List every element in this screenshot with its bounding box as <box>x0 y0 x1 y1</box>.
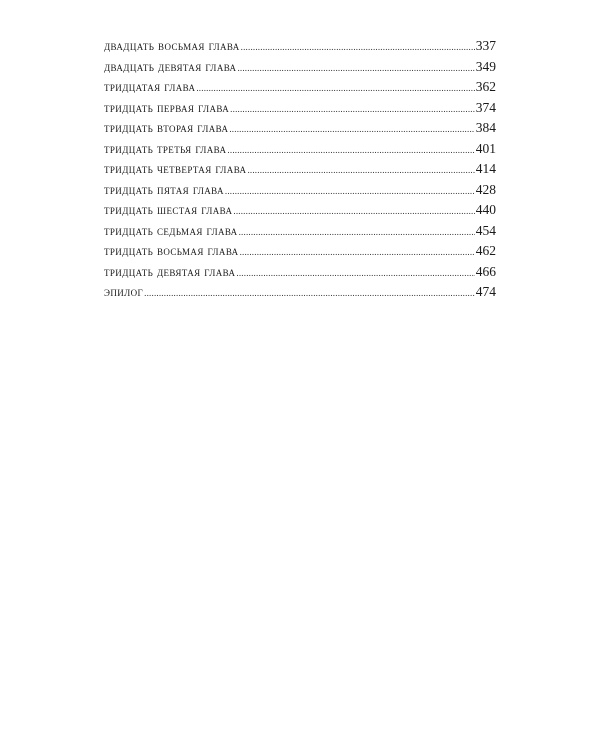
toc-dot-leader <box>225 181 475 202</box>
toc-entry <box>104 36 496 57</box>
toc-dot-leader <box>241 37 475 58</box>
toc-entry-title: тридцатая глава <box>104 79 196 94</box>
toc-dot-leader <box>227 140 474 161</box>
toc-entry <box>104 221 496 242</box>
toc-entry-title: двадцать восьмая глава <box>104 38 240 53</box>
toc-entry-title: тридцать шестая глава <box>104 202 233 217</box>
toc-entry-title: двадцать девятая глава <box>104 58 237 74</box>
toc-entry-page: 401 <box>475 140 496 156</box>
toc-entry <box>104 200 496 221</box>
toc-dot-leader <box>236 263 474 284</box>
toc-entry <box>104 139 496 160</box>
toc-entry-page: 349 <box>475 58 496 74</box>
toc-dot-leader <box>247 160 474 181</box>
toc-dot-leader <box>239 222 475 243</box>
toc-dot-leader <box>233 201 474 222</box>
toc-entry-page: 374 <box>475 99 496 115</box>
toc-entry <box>104 77 496 98</box>
toc-dot-leader <box>144 283 475 304</box>
toc-entry-page: 462 <box>475 243 496 258</box>
toc-entry <box>104 282 496 303</box>
toc-entry <box>104 98 496 119</box>
toc-dot-leader <box>196 78 474 99</box>
table-of-contents <box>104 36 496 303</box>
toc-dot-leader <box>229 119 474 140</box>
toc-entry-title: тридцать девятая глава <box>104 263 236 279</box>
toc-entry <box>104 241 496 262</box>
toc-entry-page: 474 <box>475 284 496 299</box>
toc-dot-leader <box>237 58 474 79</box>
toc-entry <box>104 180 496 201</box>
toc-dot-leader <box>230 99 475 120</box>
toc-entry-page: 440 <box>475 202 496 217</box>
toc-entry-title: тридцать четвертая глава <box>104 161 247 176</box>
toc-entry-page: 337 <box>475 38 496 53</box>
toc-entry-page: 362 <box>475 79 496 94</box>
toc-entry-page: 428 <box>475 181 496 197</box>
toc-entry <box>104 57 496 78</box>
toc-entry <box>104 118 496 139</box>
toc-entry-title: тридцать восьмая глава <box>104 243 239 258</box>
toc-entry-title: эпилог <box>104 284 144 299</box>
toc-entry-title: тридцать первая глава <box>104 99 230 115</box>
toc-entry-title: тридцать вторая глава <box>104 120 229 135</box>
toc-entry <box>104 159 496 180</box>
toc-entry-title: тридцать седьмая глава <box>104 222 238 238</box>
toc-entry-page: 414 <box>475 161 496 176</box>
toc-entry-title: тридцать третья глава <box>104 140 227 156</box>
toc-dot-leader <box>240 242 475 263</box>
toc-entry-page: 466 <box>475 263 496 279</box>
toc-entry-page: 454 <box>475 222 496 238</box>
toc-entry-page: 384 <box>475 120 496 135</box>
toc-entry-title: тридцать пятая глава <box>104 181 224 197</box>
toc-entry <box>104 262 496 283</box>
